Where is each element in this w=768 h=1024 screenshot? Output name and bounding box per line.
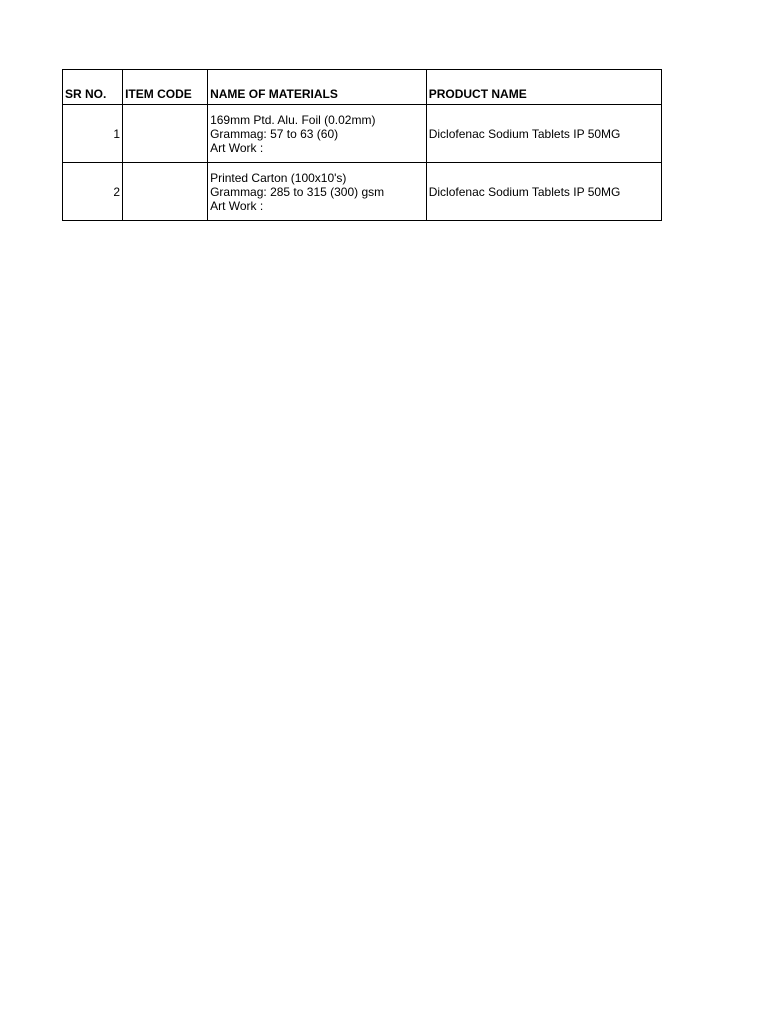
header-sr-no: SR NO.	[63, 70, 123, 105]
table-header	[63, 70, 662, 105]
material-description-line: Printed Carton (100x10's)	[210, 170, 347, 185]
cell-item-code	[123, 163, 208, 221]
material-grammage-line: Grammag: 285 to 315 (300) gsm	[210, 184, 385, 199]
material-grammage-line: Grammag: 57 to 63 (60)	[210, 126, 339, 141]
table-row	[63, 163, 662, 221]
cell-sr-no: 2	[63, 163, 123, 221]
table-row	[63, 105, 662, 163]
header-product-name: PRODUCT NAME	[426, 70, 661, 105]
cell-name-of-materials	[208, 105, 427, 163]
material-artwork-line: Art Work :	[210, 198, 264, 213]
header-row	[63, 70, 662, 105]
header-item-code: ITEM CODE	[123, 70, 208, 105]
cell-product-name: Diclofenac Sodium Tablets IP 50MG	[426, 105, 661, 163]
cell-item-code	[123, 105, 208, 163]
material-artwork-line: Art Work :	[210, 140, 264, 155]
cell-product-name: Diclofenac Sodium Tablets IP 50MG	[426, 163, 661, 221]
cell-sr-no: 1	[63, 105, 123, 163]
materials-table	[62, 69, 662, 221]
cell-name-of-materials	[208, 163, 427, 221]
material-description-line: 169mm Ptd. Alu. Foil (0.02mm)	[210, 112, 376, 127]
table-body	[63, 105, 662, 221]
header-name-of-materials: NAME OF MATERIALS	[208, 70, 427, 105]
